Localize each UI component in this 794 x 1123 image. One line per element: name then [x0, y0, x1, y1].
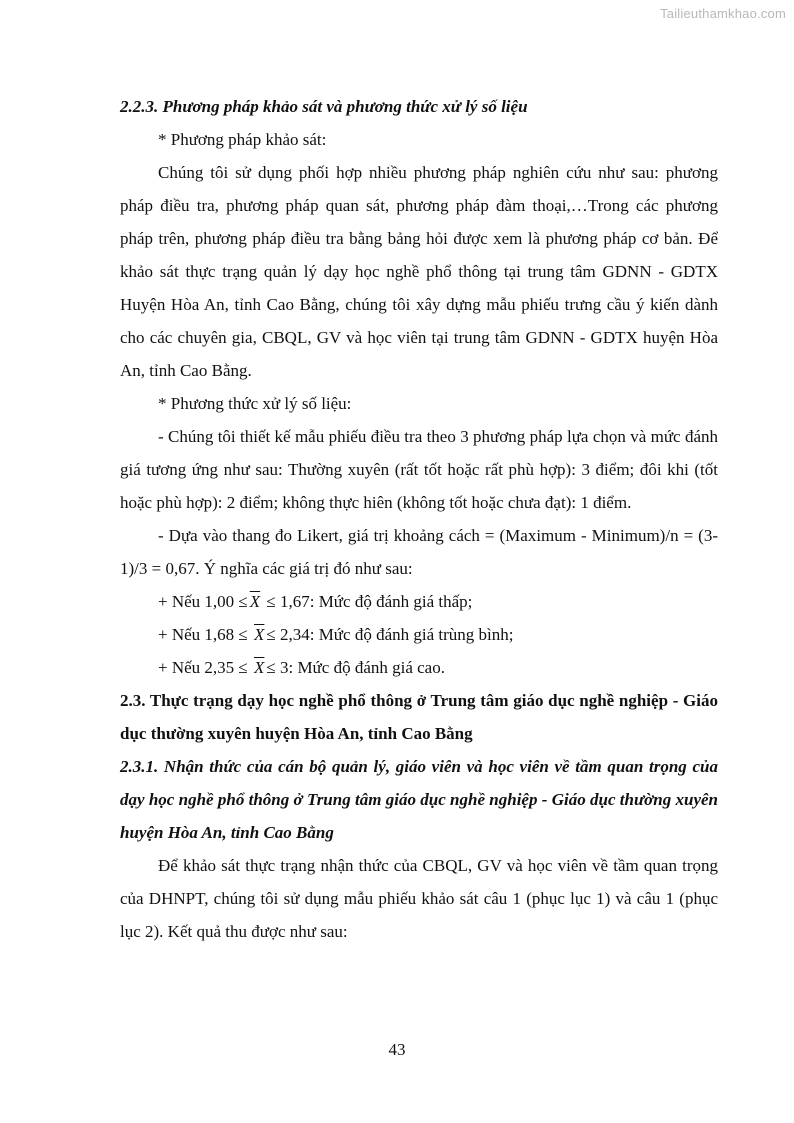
paragraph-questionnaire-design: - Chúng tôi thiết kế mẫu phiếu điều tra theo 3 phương pháp lựa chọn và mức đánh giá tương ứng như sau: Thường xuyên (rất tốt hoặc rất phù hợp): 3 điểm; đôi khi (tốt hoặc phù hợp): 2 điểm; không thực hiên (không tốt hoặc chưa đạt): 1 điểm. [120, 427, 718, 512]
section-heading-2-2-3: 2.2.3. Phương pháp khảo sát và phương thức xử lý số liệu [120, 97, 528, 116]
section-heading-2-3-1: 2.3.1. Nhận thức của cán bộ quản lý, giáo viên và học viên về tầm quan trọng của dạy học nghề phổ thông ở Trung tâm giáo dục nghề nghiệp - Giáo dục thường xuyên huyện Hòa An, tỉnh Cao Bằng [120, 757, 718, 842]
label-data-processing: * Phương thức xử lý số liệu: [158, 394, 352, 413]
range-medium-prefix: + Nếu 1,68 ≤ [158, 625, 252, 644]
range-high [120, 651, 718, 684]
paragraph-methods: Chúng tôi sử dụng phối hợp nhiều phương pháp nghiên cứu như sau: phương pháp điều tra, phương pháp quan sát, phương pháp đàm thoại,…Trong các phương pháp trên, phương pháp điều tra bằng bảng hỏi được xem là phương pháp cơ bản. Để khảo sát thực trạng quản lý dạy học nghề phổ thông tại trung tâm GDNN - GDTX Huyện Hòa An, tỉnh Cao Bằng, chúng tôi xây dựng mẫu phiếu trưng cầu ý kiến dành cho các chuyên gia, CBQL, GV và học viên tại trung tâm GDNN - GDTX huyện Hòa An, tỉnh Cao Bằng. [120, 163, 718, 380]
x-bar-symbol: $\overline{X}$ [254, 625, 265, 644]
x-bar-symbol: $\overline{X}$ [254, 658, 265, 677]
paragraph-likert-scale: - Dựa vào thang đo Likert, giá trị khoảng cách = (Maximum - Minimum)/n = (3-1)/3 = 0,67. Ý nghĩa các giá trị đó như sau: [120, 526, 718, 578]
range-high-suffix: ≤ 3: Mức độ đánh giá cao. [266, 658, 445, 677]
range-high-prefix: + Nếu 2,35 ≤ [158, 658, 252, 677]
range-medium-suffix: ≤ 2,34: Mức độ đánh giá trùng bình; [266, 625, 514, 644]
label-survey-method: * Phương pháp khảo sát: [158, 130, 327, 149]
document-page [120, 90, 718, 948]
x-bar-symbol: $\overline{X}$ [249, 592, 261, 611]
range-low [120, 585, 718, 618]
section-heading-2-3: 2.3. Thực trạng dạy học nghề phổ thông ở Trung tâm giáo dục nghề nghiệp - Giáo dục thường xuyên huyện Hòa An, tỉnh Cao Bằng [120, 691, 718, 743]
range-low-suffix: ≤ 1,67: Mức độ đánh giá thấp; [262, 592, 473, 611]
paragraph-survey-results: Để khảo sát thực trạng nhận thức của CBQL, GV và học viên về tầm quan trọng của DHNPT, chúng tôi sử dụng mẫu phiếu khảo sát câu 1 (phục lục 1) và câu 1 (phục lục 2). Kết quả thu được như sau: [120, 856, 718, 941]
watermark-text: Tailieuthamkhao.com [660, 6, 786, 21]
page-number: 43 [388, 1040, 406, 1059]
range-low-prefix: + Nếu 1,00 ≤ [158, 592, 248, 611]
range-medium [120, 618, 718, 651]
